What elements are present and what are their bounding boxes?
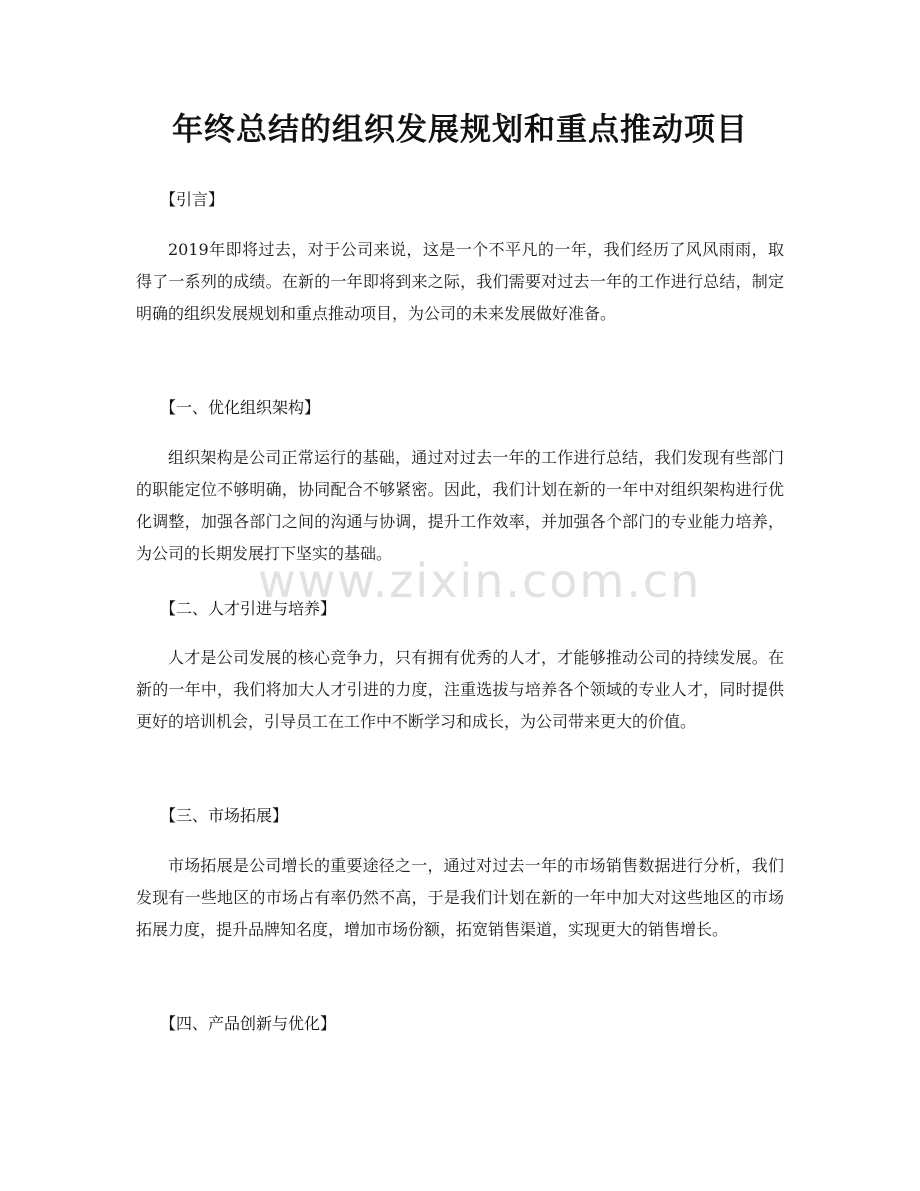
section-body-org-structure: 组织架构是公司正常运行的基础，通过对过去一年的工作进行总结，我们发现有些部门的职能定位不够明确，协同配合不够紧密。因此，我们计划在新的一年中对组织架构进行优化调整，加强各部门之间的沟通与协调，提升工作效率，并加强各个部门的专业能力培养，为公司的长期发展打下坚实的基础。 <box>136 448 784 563</box>
section-heading-intro: 【引言】 <box>160 190 225 209</box>
section-heading-talent: 【二、人才引进与培养】 <box>160 599 337 618</box>
document-title: 年终总结的组织发展规划和重点推动项目 <box>172 112 748 148</box>
section-body-talent: 人才是公司发展的核心竞争力，只有拥有优秀的人才，才能够推动公司的持续发展。在新的一年中，我们将加大人才引进的力度，注重选拔与培养各个领域的专业人才，同时提供更好的培训机会，引导员工在工作中不断学习和成长，为公司带来更大的价值。 <box>136 648 784 731</box>
section-heading-org-structure: 【一、优化组织架构】 <box>160 398 321 417</box>
section-heading-product: 【四、产品创新与优化】 <box>160 1014 337 1033</box>
watermark: www.zixin.com.cn <box>258 554 702 608</box>
section-heading-market: 【三、市场拓展】 <box>160 806 289 825</box>
section-body-intro: 2019年即将过去，对于公司来说，这是一个不平凡的一年，我们经历了风风雨雨，取得了一系列的成绩。在新的一年即将到来之际，我们需要对过去一年的工作进行总结，制定明确的组织发展规划和重点推动项目，为公司的未来发展做好准备。 <box>136 240 784 323</box>
section-body-market: 市场拓展是公司增长的重要途径之一，通过对过去一年的市场销售数据进行分析，我们发现有一些地区的市场占有率仍然不高，于是我们计划在新的一年中加大对这些地区的市场拓展力度，提升品牌知名度，增加市场份额，拓宽销售渠道，实现更大的销售增长。 <box>136 856 784 939</box>
